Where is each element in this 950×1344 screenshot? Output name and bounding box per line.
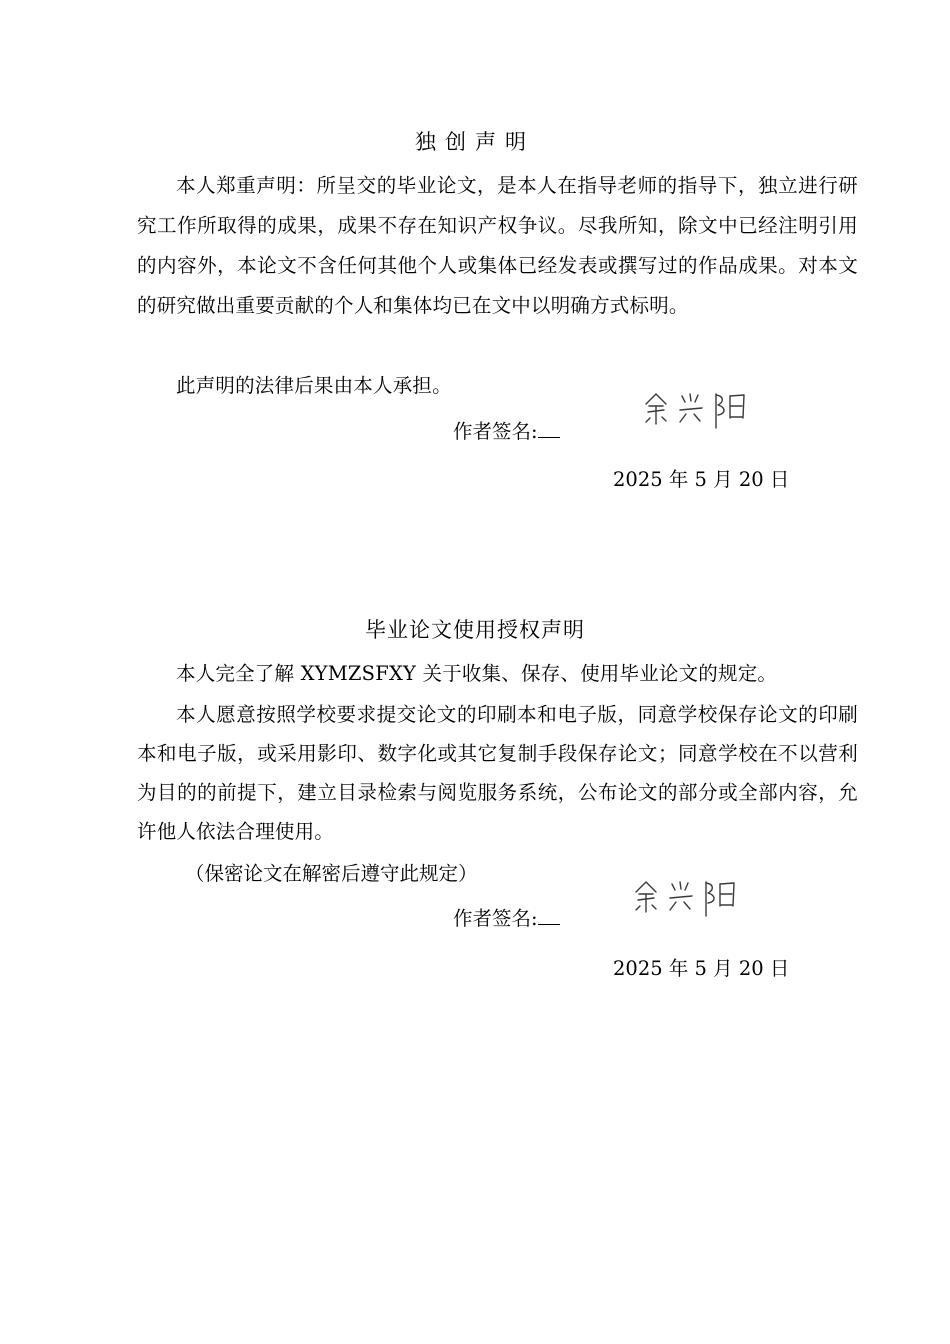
authorization-sign-label: 作者签名: [453,907,538,930]
originality-sign-label: 作者签名: [453,420,538,443]
originality-paragraph-1: 本人郑重声明：所呈交的毕业论文，是本人在指导老师的指导下，独立进行研究工作所取得的成果，成果不存在知识产权争议。尽我所知，除文中已经注明引用的内容外，本论文不含任何其他个人或集体已经发表或撰写过的作品成果。对本文的研究做出重要贡献的个人和集体均已在文中以明确方式标明。 [137,174,858,317]
originality-paragraph-2: 此声明的法律后果由本人承担。 [176,374,452,397]
authorization-sign-line [538,906,560,925]
originality-date: 2025 年 5 月 20 日 [613,468,790,491]
originality-sign-line [538,419,560,438]
originality-sign-row [453,418,560,446]
originality-title: 独创声明 [415,130,535,154]
authorization-date: 2025 年 5 月 20 日 [613,957,790,980]
originality-signature-image [640,384,760,436]
authorization-paragraph-2: 本人愿意按照学校要求提交论文的印刷本和电子版，同意学校保存论文的印刷本和电子版，或采用影印、数字化或其它复制手段保存论文；同意学校在不以营利为目的的前提下，建立目录检索与阅览服务系统，公布论文的部分或全部内容，允许他人依法合理使用。 [137,703,858,843]
authorization-title: 毕业论文使用授权声明 [365,618,585,642]
authorization-paragraph-1: 本人完全了解 XYMZSFXY 关于收集、保存、使用毕业论文的规定。 [176,662,778,685]
authorization-signature-image [630,872,750,924]
authorization-note: （保密论文在解密后遵守此规定） [185,862,478,885]
authorization-sign-row [453,905,560,933]
